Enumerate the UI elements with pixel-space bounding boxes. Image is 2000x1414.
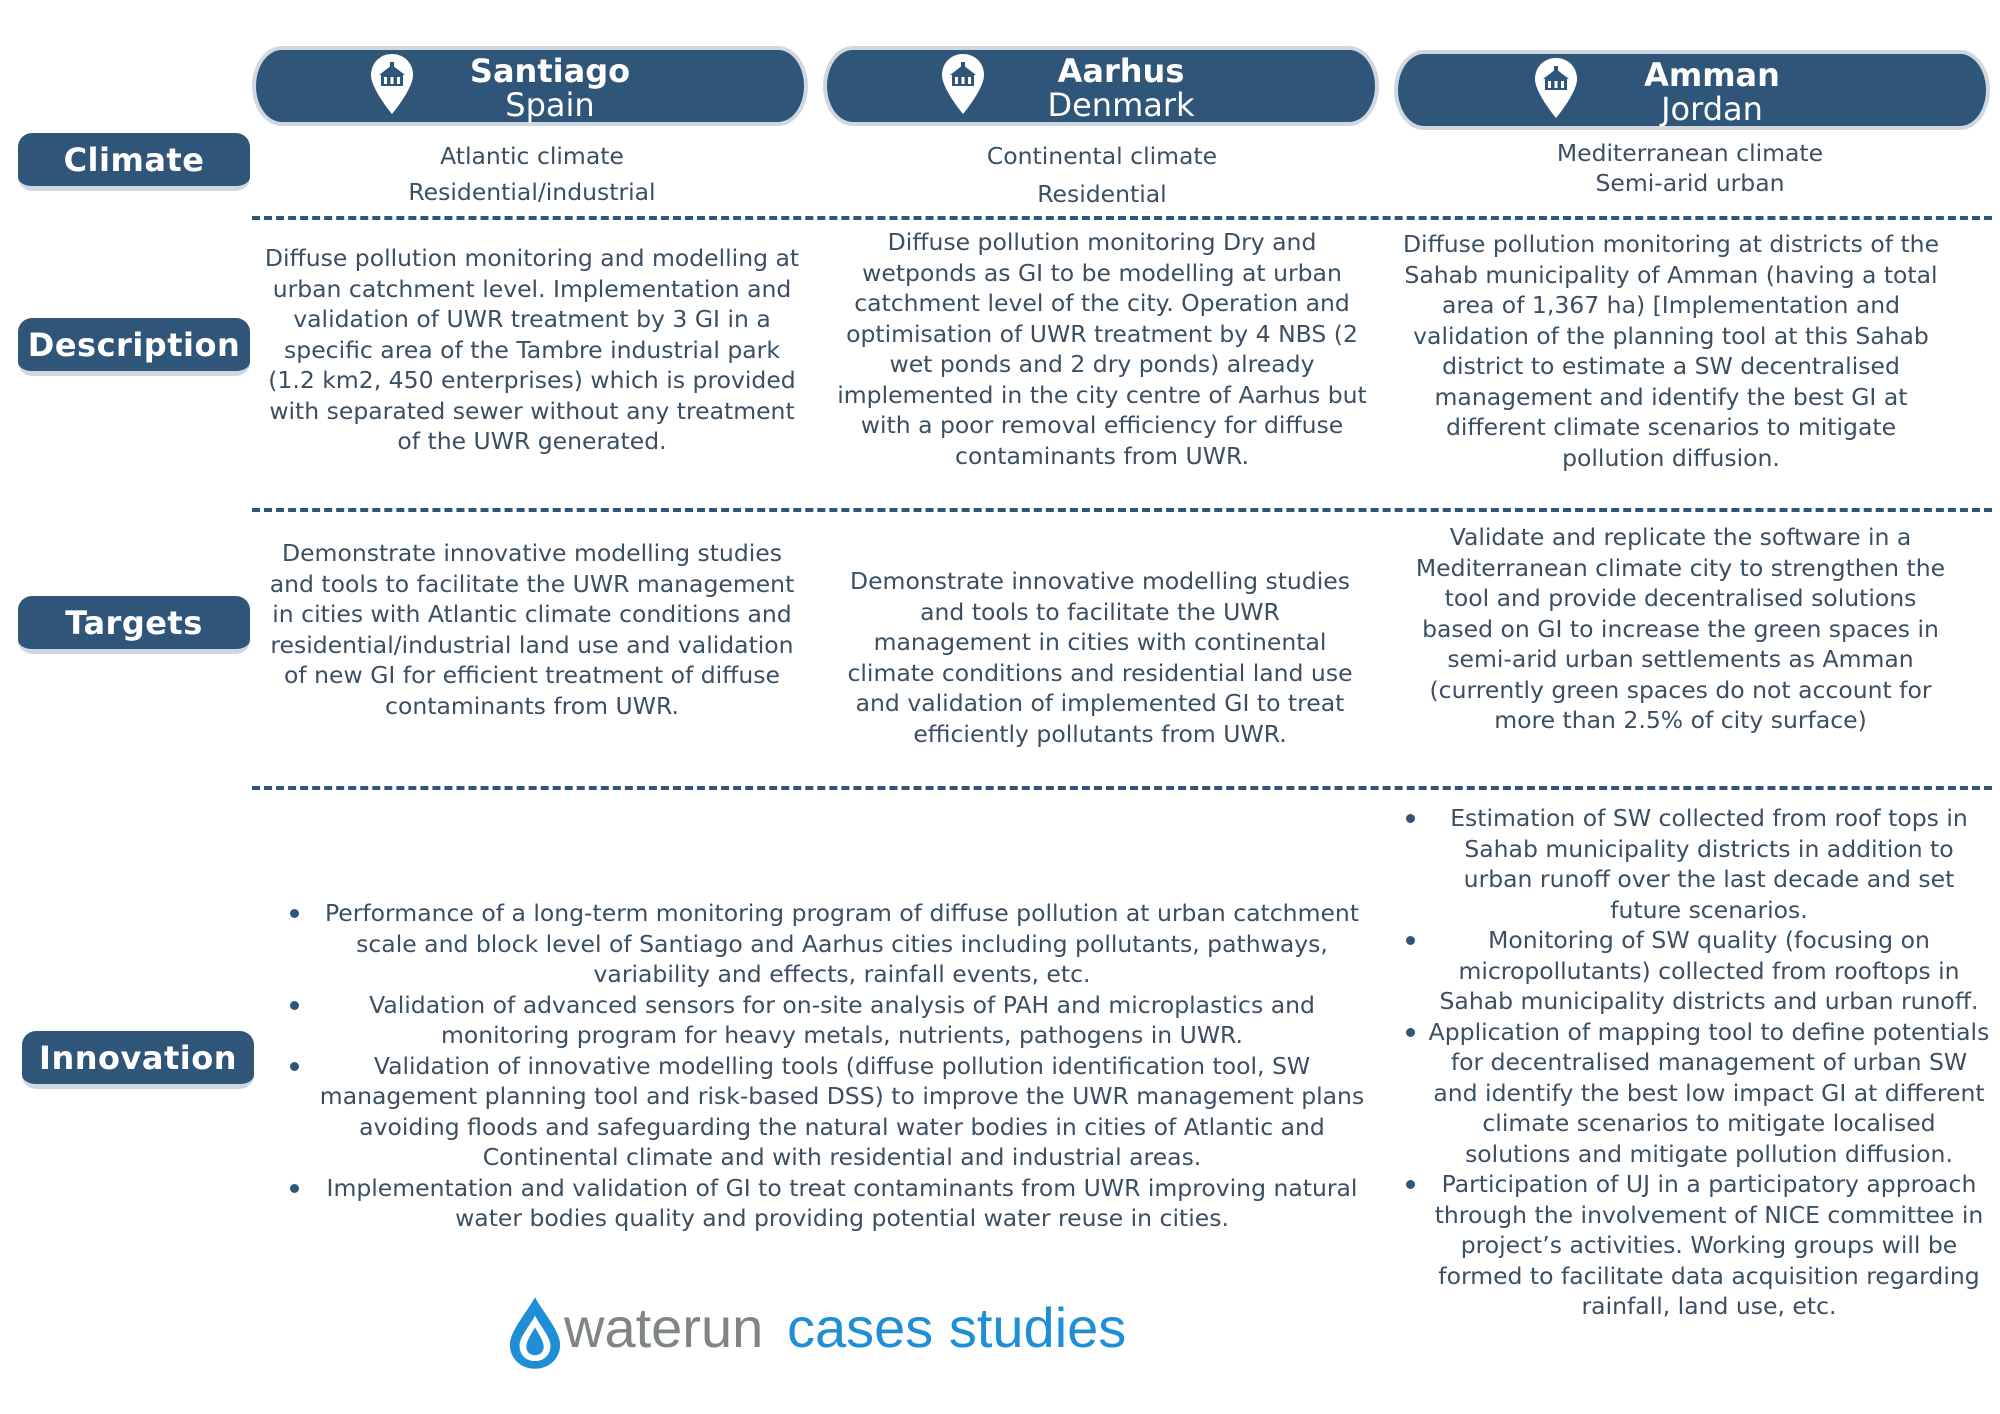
list-item (1428, 925, 1990, 1017)
innovation-item-text: Validation of advanced sensors for on-site analysis of PAH and microplastics and monitoring program for heavy metals, nutrients, pathogens in UWR. (369, 990, 1315, 1049)
climate-type-text: Continental climate (986, 142, 1218, 170)
bullet-icon (1406, 814, 1415, 823)
row-label-description: Description (18, 318, 250, 376)
row-label-innovation: Innovation (22, 1031, 254, 1089)
list-item (312, 1173, 1372, 1234)
description-cell-amman: Diffuse pollution monitoring at districts of the Sahab municipality of Amman (having a total area of 1,367 ha) [Implementation and validation of the planning tool at this Sahab district to estimate a SW decentralised management and identify the best GI at different climate scenarios to mitigate pollution diffusion. (1402, 230, 1940, 472)
innovation-item-text: Estimation of SW collected from roof tops in Sahab municipality districts in addition to urban runoff over the last decade and set future scenarios. (1450, 804, 1968, 924)
description-cell-aarhus: Diffuse pollution monitoring Dry and wetponds as GI to be modelling at urban catchment level of the city. Operation and optimisation of UWR treatment by 4 NBS (2 wet ponds and 2 dry ponds) already implemented in the city centre of Aarhus but with a poor removal efficiency for diffuse contaminants from UWR. (837, 228, 1367, 470)
bullet-icon (290, 1062, 299, 1071)
city-header-aarhus (823, 46, 1379, 126)
climate-type-text: Atlantic climate (440, 142, 624, 170)
bullet-icon (1406, 1028, 1415, 1037)
targets-cell-amman: Validate and replicate the software in a Mediterranean climate city to strengthen the tool and provide decentralised solutions based on GI to increase the green spaces in semi-arid urban settlements as Amman (currently green spaces do not account for more than 2.5% of city surface) (1415, 523, 1946, 734)
bullet-icon (1406, 1180, 1415, 1189)
innovation-item-text: Monitoring of SW quality (focusing on micropollutants) collected from rooftops in Sahab municipality districts and urban runoff. (1439, 926, 1979, 1015)
climate-cell-aarhus (832, 137, 1372, 213)
waterun-logo (506, 1290, 1126, 1380)
list-item (1428, 1017, 1990, 1170)
innovation-item-text: Implementation and validation of GI to treat contaminants from UWR improving natural water bodies quality and providing potential water reuse in cities. (326, 1173, 1358, 1232)
row-label-targets: Targets (18, 596, 250, 654)
bullet-icon (290, 1184, 299, 1193)
description-cell-santiago: Diffuse pollution monitoring and modelling at urban catchment level. Implementation and validation of UWR treatment by 3 GI in a specific area of the Tambre industrial park (1.2 km2, 450 enterprises) which is provided with separated sewer without any treatment of the UWR generated. (264, 244, 800, 455)
land-use-text: Residential (1037, 180, 1167, 208)
city-header-santiago (252, 46, 808, 126)
water-drop-icon (506, 1294, 564, 1372)
city-country: Denmark (1047, 86, 1195, 124)
climate-cell-amman (1400, 138, 1980, 198)
innovation-item-text: Validation of innovative modelling tools (diffuse pollution identification tool, SW management planning tool and risk-based DSS) to improve the UWR management plans avoiding floods and safeguarding the natural water bodies in cities of Atlantic and Continental climate and with residential and industrial areas. (319, 1051, 1365, 1171)
targets-cell-aarhus: Demonstrate innovative modelling studies and tools to facilitate the UWR management in cities with continental climate conditions and residential land use and validation of implemented GI to treat efficiently pollutants from UWR. (847, 567, 1353, 748)
row-divider (252, 216, 1992, 220)
logo-tagline-text: cases studies (787, 1296, 1127, 1359)
climate-type-text: Mediterranean climate (1556, 139, 1824, 167)
city-country: Spain (505, 86, 595, 124)
bullet-icon (1406, 936, 1415, 945)
list-item (312, 1051, 1372, 1173)
row-label-climate-type: Climate type (18, 133, 250, 191)
city-country: Jordan (1661, 90, 1763, 128)
innovation-list-shared (312, 898, 1372, 1234)
list-item (312, 990, 1372, 1051)
climate-cell-santiago (262, 138, 802, 210)
targets-cell-santiago: Demonstrate innovative modelling studies and tools to facilitate the UWR management in cities with Atlantic climate conditions and residential/industrial land use and validation of new GI for efficient treatment of diffuse contaminants from UWR. (269, 539, 795, 720)
land-use-text: Semi-arid urban (1595, 169, 1785, 197)
innovation-list-amman (1428, 803, 1990, 1322)
innovation-item-text: Performance of a long-term monitoring program of diffuse pollution at urban catchment scale and block level of Santiago and Aarhus cities including pollutants, pathways, variability and effects, rainfall events, etc. (324, 899, 1360, 988)
logo-brand-text: waterun (564, 1296, 764, 1359)
bullet-icon (290, 909, 299, 918)
list-item (1428, 803, 1990, 925)
city-header-amman (1394, 50, 1990, 130)
land-use-text: Residential/industrial (408, 178, 656, 206)
city-name: Amman (1644, 56, 1780, 94)
row-divider (252, 786, 1992, 790)
innovation-item-text: Application of mapping tool to define potentials for decentralised management of urban SW and identify the best low impact GI at different climate scenarios to mitigate localised solutions and mitigate pollution diffusion. (1428, 1017, 1990, 1168)
list-item (1428, 1169, 1990, 1322)
list-item (312, 898, 1372, 990)
innovation-item-text: Participation of UJ in a participatory approach through the involvement of NICE committee in project’s activities. Working groups will be formed to facilitate data acquisition regarding rainfall, land use, etc. (1434, 1170, 1984, 1320)
city-name: Santiago (469, 52, 631, 90)
row-divider (252, 508, 1992, 512)
city-name: Aarhus (1057, 52, 1185, 90)
bullet-icon (290, 1001, 299, 1010)
